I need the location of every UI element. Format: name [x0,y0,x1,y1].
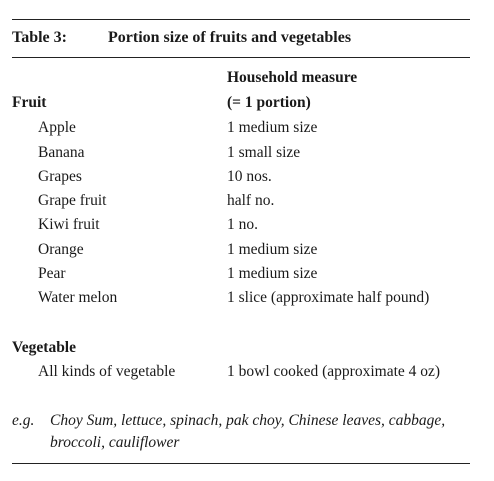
table-title: Portion size of fruits and vegetables [108,29,352,46]
vegetable-item: All kinds of vegetable [38,363,176,380]
fruit-item: Grapes [38,168,82,185]
fruit-item: Grape fruit [38,192,107,209]
fruit-measure: 10 nos. [227,168,272,185]
header-rule [12,57,470,58]
top-rule [12,19,470,20]
fruit-measure: 1 small size [227,144,301,161]
fruit-item: Banana [38,144,85,161]
measure-header: Household measure [227,69,358,86]
vegetable-measure: 1 bowl cooked (approximate 4 oz) [227,363,441,380]
fruit-measure: 1 medium size [227,119,318,136]
note-prefix: e.g. [12,412,35,429]
fruit-measure: half no. [227,192,275,209]
vegetable-heading: Vegetable [12,339,76,356]
fruit-measure: 1 no. [227,216,258,233]
measure-header-portion: (= 1 portion) [227,94,311,111]
fruit-item: Water melon [38,289,118,306]
note-examples: Choy Sum, lettuce, spinach, pak choy, Chinese leaves, cabbage, broccoli, cauliflower [50,412,446,451]
fruit-measure: 1 medium size [227,241,318,258]
fruit-heading: Fruit [12,94,47,111]
fruit-item: Pear [38,265,66,282]
fruit-item: Apple [38,119,76,136]
fruit-item: Orange [38,241,84,258]
table-label: Table 3: [12,29,67,46]
fruit-item: Kiwi fruit [38,216,100,233]
fruit-measure: 1 slice (approximate half pound) [227,289,430,306]
table-caption [12,29,351,47]
bottom-rule [12,463,470,464]
fruit-measure: 1 medium size [227,265,318,282]
